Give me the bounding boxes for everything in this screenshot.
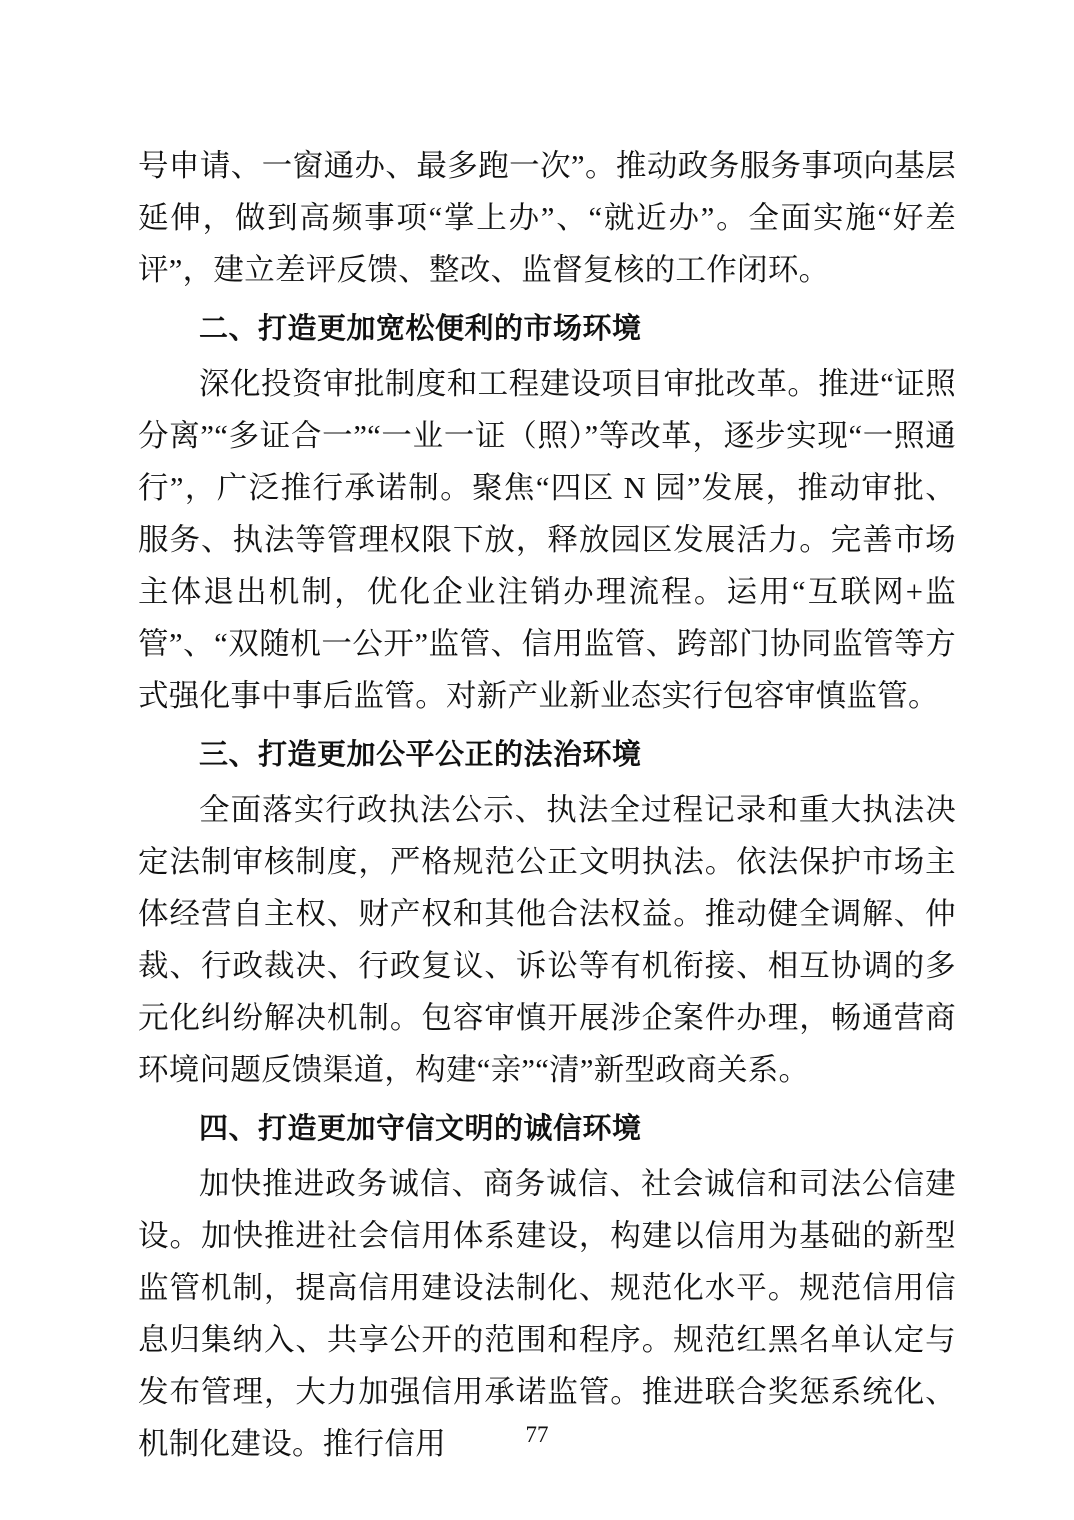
page-number: 77 [525,1422,549,1447]
body-paragraph: 号申请、一窗通办、最多跑一次”。推动政务服务事项向基层延伸，做到高频事项“掌上办”、“就近办”。全面实施“好差评”，建立差评反馈、整改、监督复核的工作闭环。 [138,149,956,287]
body-paragraph: 全面落实行政执法公示、执法全过程记录和重大执法决定法制审核制度，严格规范公正文明执法。依法保护市场主体经营自主权、财产权和其他合法权益。推动健全调解、仲裁、行政裁决、行政复议、诉讼等有机衔接、相互协调的多元化纠纷解决机制。包容审慎开展涉企案件办理，畅通营商环境问题反馈渠道，构建“亲”“清”新型政商关系。 [138,793,956,1087]
section-heading-three: 三、打造更加公平公正的法治环境 [199,737,642,771]
section-heading-four: 四、打造更加守信文明的诚信环境 [199,1111,642,1145]
body-paragraph: 加快推进政务诚信、商务诚信、社会诚信和司法公信建设。加快推进社会信用体系建设，构建以信用为基础的新型监管机制，提高信用建设法制化、规范化水平。规范信用信息归集纳入、共享公开的范围和程序。规范红黑名单认定与发布管理，大力加强信用承诺监管。推进联合奖惩系统化、机制化建设。推行信用 [138,1167,956,1461]
section-heading-two: 二、打造更加宽松便利的市场环境 [199,311,642,345]
body-paragraph: 深化投资审批制度和工程建设项目审批改革。推进“证照分离”“多证合一”“一业一证（照）”等改革，逐步实现“一照通行”，广泛推行承诺制。聚焦“四区 N 园”发展，推动审批、服务、执法等管理权限下放，释放园区发展活力。完善市场主体退出机制，优化企业注销办理流程。运用“互联网+监管”、“双随机一公开”监管、信用监管、跨部门协同监管等方式强化事中事后监管。对新产业新业态实行包容审慎监管。 [138,367,956,713]
